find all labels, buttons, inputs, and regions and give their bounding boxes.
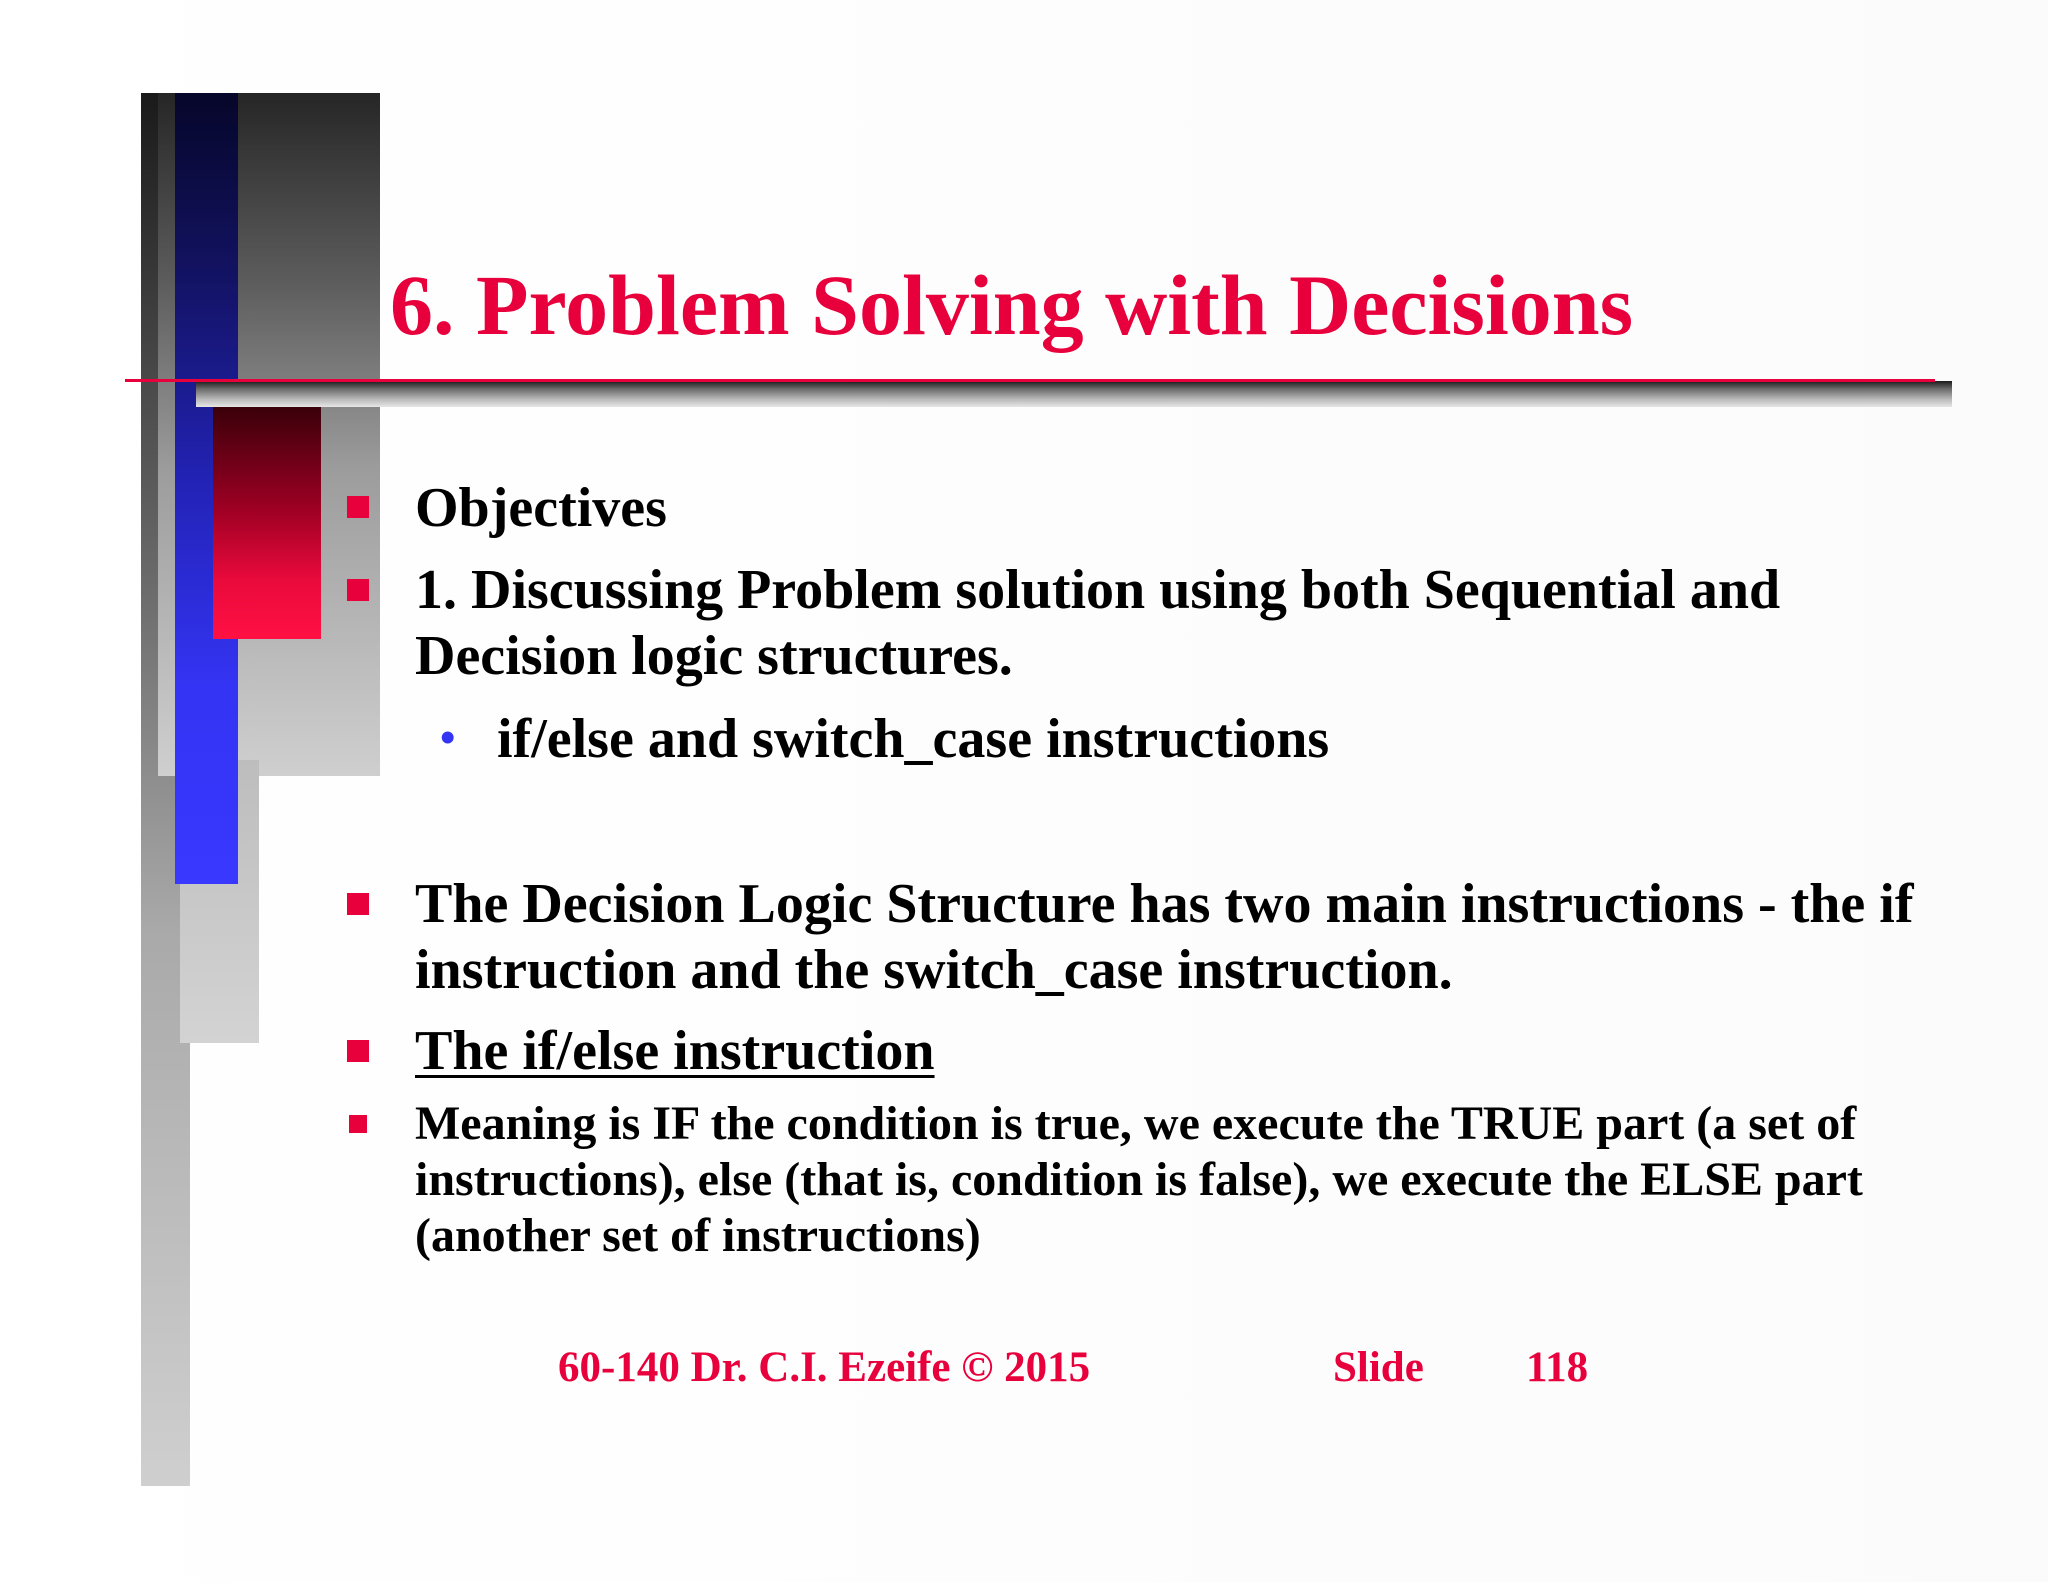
footer-slide-number: 118	[1526, 1344, 1589, 1391]
square-bullet-icon	[347, 496, 369, 518]
square-bullet-icon	[349, 1115, 367, 1133]
footer-course-author: 60-140 Dr. C.I. Ezeife © 2015	[558, 1344, 1091, 1391]
bullet-if-else-heading: The if/else instruction	[415, 1020, 935, 1082]
slide-title: 6. Problem Solving with Decisions	[390, 257, 1634, 353]
footer-slide-label: Slide	[1333, 1344, 1424, 1391]
bullet-meaning-if-else: Meaning is IF the condition is true, we execute the TRUE part (a set of instructions), else (that is, condition is false), we execute the ELSE part (another set of instructions)	[415, 1097, 1863, 1262]
title-shadow-divider	[196, 381, 1952, 407]
square-bullet-icon	[347, 579, 369, 601]
decor-red-bar	[213, 407, 321, 639]
title-red-rule	[125, 379, 1935, 382]
sub-bullet-if-else-switch: if/else and switch_case instructions	[497, 708, 1330, 770]
square-bullet-icon	[347, 893, 369, 915]
bullet-discussing-problem-solution: 1. Discussing Problem solution using both Sequential and Decision logic structures.	[415, 559, 1781, 687]
bullet-objectives: Objectives	[415, 477, 667, 539]
square-bullet-icon	[347, 1040, 369, 1062]
bullet-decision-logic-structure: The Decision Logic Structure has two main instructions - the if instruction and the switch_case instruction.	[415, 873, 1914, 1001]
round-bullet-icon: •	[440, 713, 456, 762]
